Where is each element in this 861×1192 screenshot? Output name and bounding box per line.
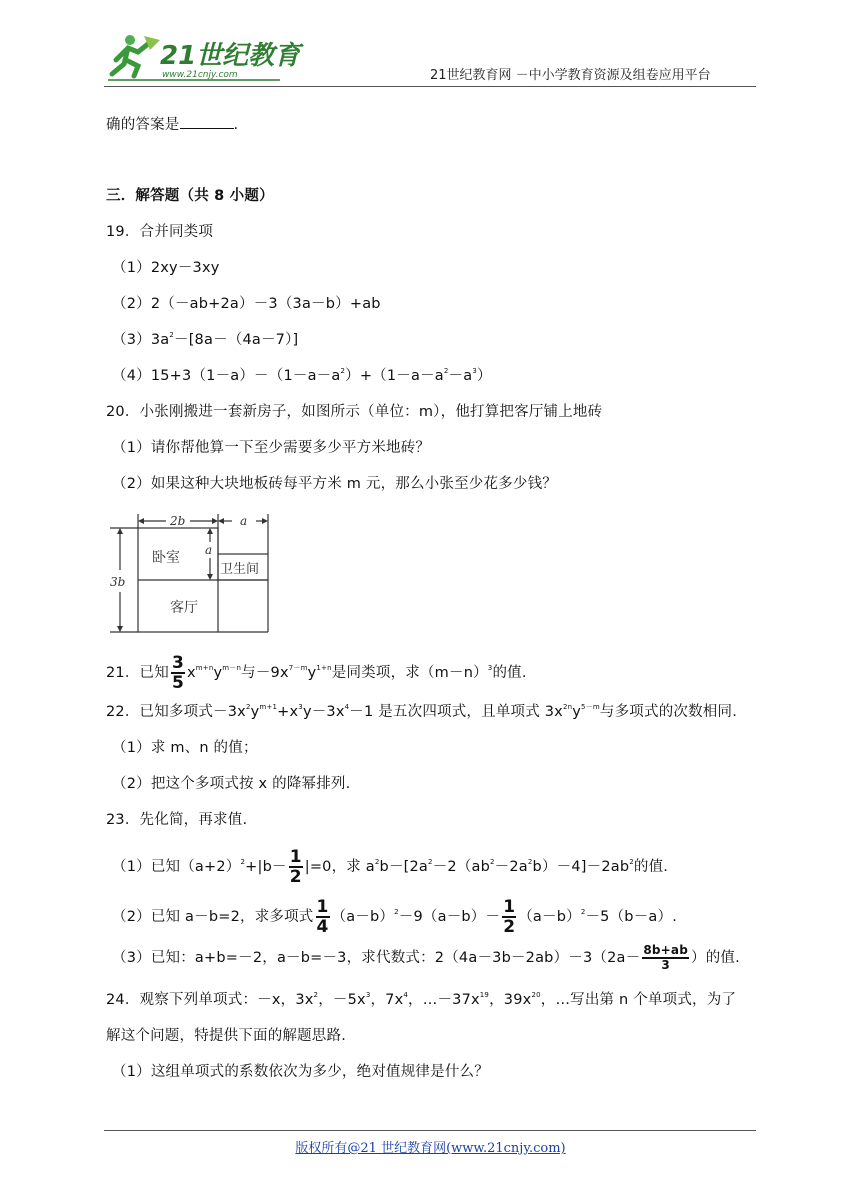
dim-top-left: 2b <box>170 514 186 528</box>
q20-part1: （1）请你帮他算一下至少需要多少平方米地砖？ <box>112 440 431 456</box>
site-logo <box>104 30 301 82</box>
logo-url: www.21cnjy.com <box>162 70 238 80</box>
label-living-room: 客厅 <box>170 600 198 616</box>
answer-blank <box>180 114 234 129</box>
q23-title: 23．先化简，再求值. <box>106 812 248 828</box>
footer-copyright-link[interactable]: 版权所有@21 世纪教育网(www.21cnjy.com) <box>295 1141 566 1156</box>
label-bathroom: 卫生间 <box>220 562 260 577</box>
dim-top-right: a <box>240 514 248 528</box>
q22-stem: 22．已知多项式$-3x^2y^{m+1}+x^3y-3x^4-1$ 是五次四项式，且单项式 $3x^{2n}y^{5-m}$与多项式的次数相同. <box>106 703 738 720</box>
q23-part2: （2）已知 a－b=2，求多项式 $\frac{1}{4}$ $(a-b)^2-9(a-b)-$ $\frac{1}{2}$ $(a-b)^2-5(b-a)$. <box>112 897 678 937</box>
dim-mid: a <box>205 543 213 557</box>
frac-8b-ab-3: $\frac{8b+ab}{3}$ <box>643 943 689 972</box>
runner-icon <box>112 35 160 76</box>
q19-title: 19．合并同类项 <box>106 224 214 240</box>
footer-divider <box>104 1130 756 1131</box>
carry-line: 确的答案是 . <box>106 114 238 135</box>
frac-1-4: $\frac{1}{4}$ <box>316 897 329 937</box>
q21: 21．已知 $\frac{3}{5}$ $x^{m+n}y^{m-n}$与$-9x^{7-m}y^{1+n}$是同类项，求$(m-n)^3$的值. <box>106 653 527 693</box>
q19-part3: $(3)3a^2-[8a-(4a-7)]$ <box>112 331 299 348</box>
q24-stem: 24．观察下列单项式：－x，$3x^2$，$-5x^3$，$7x^4$，$\dots-37x^{19}$，$39x^{20}$，…写出第 n 个单项式，为了 <box>106 991 737 1008</box>
q24-line2: 解这个问题，特提供下面的解题思路. <box>106 1028 347 1044</box>
q20-title: 20．小张刚搬进一套新房子，如图所示（单位：m），他打算把客厅铺上地砖 <box>106 404 603 420</box>
floor-plan-diagram <box>104 510 284 638</box>
logo-text: 21世纪教育 <box>160 41 301 71</box>
q24-part1: （1）这组单项式的系数依次为多少，绝对值规律是什么？ <box>112 1064 489 1080</box>
frac-1-2: $\frac{1}{2}$ <box>289 847 302 887</box>
label-bedroom: 卧室 <box>152 550 180 566</box>
section-title: 三．解答题（共 8 小题） <box>106 188 274 204</box>
q19-part1: （1）2xy－3xy <box>112 260 220 276</box>
dim-left: 3b <box>110 575 126 589</box>
q19-part2: （2）2（－ab+2a）－3（3a－b）+ab <box>112 296 381 312</box>
q19-part4: $(4)15+3(1-a)-(1-a-a^2)+(1-a-a^2-a^3)$ <box>112 367 492 384</box>
q23-part3: （3）已知：a+b=－2，a－b=－3，求代数式：2（4a－3b－2ab）－3（2a－ $\frac{8b+ab}{3}$ ）的值. <box>112 943 740 972</box>
q23-part1: （1）已知$(a+2)^2+|b-$ $\frac{1}{2}$ |=0，求 $a^2b-[2a^2-2(ab^2-2a^2b)-4]-2ab^2$的值. <box>112 847 669 887</box>
q22-part1: （1）求 m、n 的值； <box>112 740 258 756</box>
header-site-text: 21世纪教育网 －中小学教育资源及组卷应用平台 <box>430 68 711 83</box>
frac-3-5: $\frac{3}{5}$ <box>171 653 184 693</box>
frac-1-2b: $\frac{1}{2}$ <box>503 897 516 937</box>
q20-part2: （2）如果这种大块地板砖每平方米 m 元，那么小张至少花多少钱？ <box>112 476 557 492</box>
header-divider <box>104 86 756 87</box>
q22-part2: （2）把这个多项式按 x 的降幂排列. <box>112 776 351 792</box>
